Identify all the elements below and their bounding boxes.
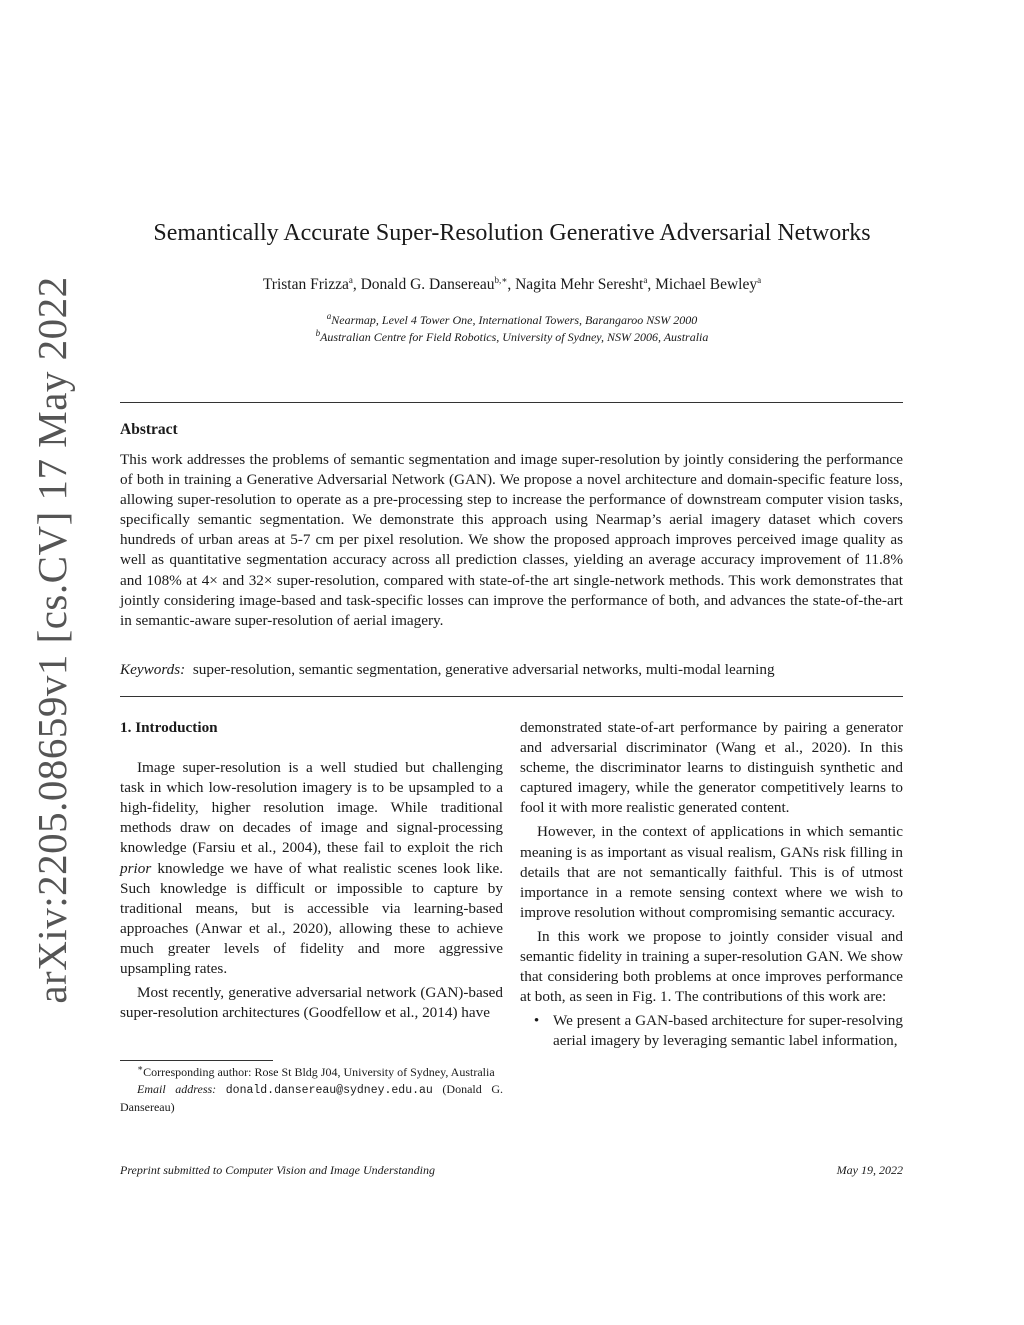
keywords <box>120 661 903 679</box>
affiliation-text: Nearmap, Level 4 Tower One, International Towers, Barangaroo NSW 2000 <box>331 313 698 327</box>
abstract-heading: Abstract <box>120 421 178 438</box>
author-list <box>0 276 1024 294</box>
affiliation-mark: a <box>326 311 332 321</box>
author-separator: , <box>507 276 516 293</box>
email-address[interactable]: donald.dansereau@sydney.edu.au <box>225 1083 433 1097</box>
footnote <box>120 1064 503 1116</box>
keywords-text: super-resolution, semantic segmentation, generative adversarial networks, multi-modal learning <box>192 661 775 678</box>
contribution-text: We present a GAN-based architecture for super-resolving aerial imagery by leveraging semantic label information, <box>553 1012 903 1050</box>
abstract-top-rule <box>120 402 903 403</box>
left-column <box>120 718 503 1027</box>
affiliation-line <box>0 312 1024 329</box>
author: Donald G. Dansereau <box>360 276 495 293</box>
author-affil-mark: a <box>643 274 648 285</box>
footnote-corresponding: ∗Corresponding author: Rose St Bldg J04, University of Sydney, Australia <box>137 1063 495 1079</box>
keywords-label: Keywords: <box>120 661 186 678</box>
paper-title: Semantically Accurate Super-Resolution Generative Adversarial Networks <box>153 220 871 246</box>
author-affil-mark: a <box>348 274 353 285</box>
author: Tristan Frizza <box>262 276 349 293</box>
intro-paragraph-2-continued: demonstrated state-of-art performance by pairing a generator and adversarial discriminator (Wang et al., 2020). In this scheme, the discriminator learns to distinguish synthetic and captured imagery, while the generator competitively learns to fool it with more realistic generated content. <box>520 719 903 817</box>
emphasis-prior: prior <box>120 859 152 877</box>
arxiv-identifier: arXiv:2205.08659v1 [cs.CV] 17 May 2022 <box>29 276 75 1004</box>
affiliation-line <box>0 329 1024 346</box>
affiliation-mark: b <box>315 328 321 338</box>
abstract-text: This work addresses the problems of semantic segmentation and image super-resolution by jointly considering the performance of both in training a Generative Adversarial Network (GAN). We propose a novel architecture and domain-specific feature loss, allowing super-resolution to operate as a pre-processing step to increase the performance of downstream computer vision tasks, specifically semantic segmentation. We demonstrate this approach using Nearmap’s aerial imagery dataset which covers hundreds of urban areas at 5-7 cm per pixel resolution. We show the proposed approach improves perceived image quality as well as quantitative segmentation accuracy across all prediction classes, yielding an average accuracy improvement of 11.8% and 108% at 4× and 32× super-resolution, compared with state-of-the art single-network methods. This work demonstrates that jointly considering image-based and task-specific losses can improve the performance of both, and advances the state-of-the-art in semantic-aware super-resolution of aerial imagery. <box>120 451 903 629</box>
contribution-list-item <box>520 1011 903 1051</box>
footnote-mark: ∗ <box>137 1063 144 1073</box>
intro-paragraph-4: In this work we propose to jointly consider visual and semantic fidelity in training a super-resolution GAN. We show that considering both problems at once improves performance at both, as seen in Fig. 1. The contributions of this work are: <box>520 927 903 1006</box>
footer-date: May 19, 2022 <box>836 1163 903 1177</box>
author-separator: , <box>352 276 361 293</box>
right-column <box>520 718 903 1052</box>
abstract-bottom-rule <box>120 696 903 697</box>
intro-paragraph-1: Image super-resolution is a well studied but challenging task in which low-resolution imagery is to be upsampled to a high-fidelity, higher resolution image. While traditional methods draw on decades of image and signal-processing knowledge (Farsiu et al., 2004), these fail to exploit the rich prior knowledge we have of what realistic scenes look like. Such knowledge is difficult or impossible to capture by traditional means, but is accessible via learning-based approaches (Anwar et al., 2020), allowing these to achieve much greater levels of fidelity and more aggressive upsampling rates. <box>120 759 503 978</box>
intro-paragraph-2: Most recently, generative adversarial network (GAN)-based super-resolution architectures (Goodfellow et al., 2014) have <box>120 984 503 1022</box>
footnote-email: Email address: donald.dansereau@sydney.edu.au (Donald G. Dansereau) <box>120 1081 504 1114</box>
author: Nagita Mehr Seresht <box>515 276 644 293</box>
intro-paragraph-3: However, in the context of applications in which semantic meaning is as important as visual realism, GANs risk filling in details that are not semantically faithful. This is of utmost importance in a remote sensing context where we wish to improve resolution without compromising semantic accuracy. <box>520 823 903 921</box>
author-separator: , <box>647 276 656 293</box>
affiliation-text: Australian Centre for Field Robotics, University of Sydney, NSW 2006, Australia <box>320 330 709 344</box>
footnote-rule <box>120 1060 273 1061</box>
author-affil-mark: a <box>757 274 762 285</box>
footer-preprint: Preprint submitted to Computer Vision and Image Understanding <box>120 1163 435 1177</box>
email-label: Email address: <box>137 1081 217 1096</box>
author: Michael Bewley <box>655 276 758 293</box>
author-affil-mark: b,∗ <box>494 274 508 285</box>
bullet-icon: • <box>533 1012 540 1030</box>
section-heading: 1. Introduction <box>120 719 218 736</box>
affiliations <box>0 312 1024 346</box>
